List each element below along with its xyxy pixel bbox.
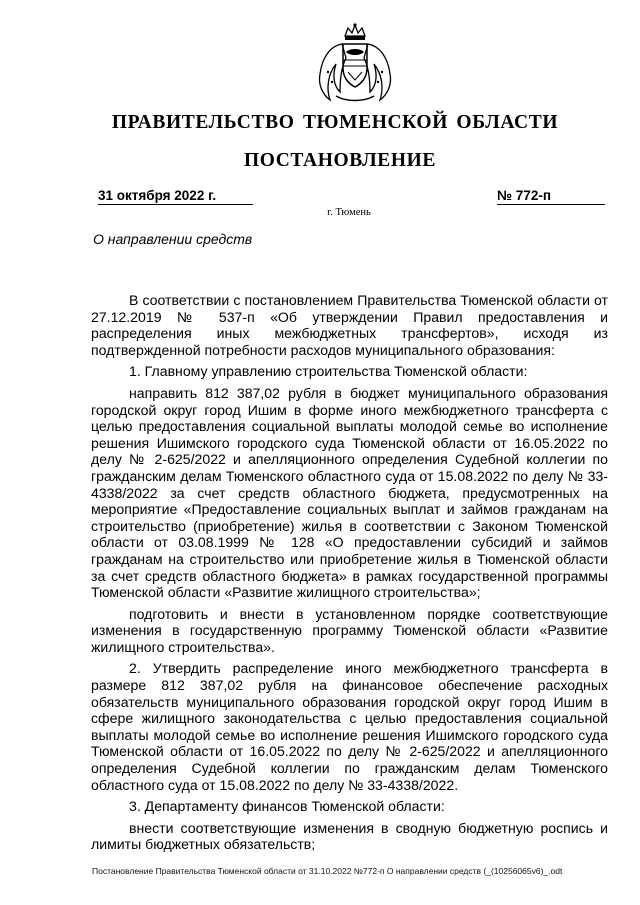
coat-of-arms-emblem xyxy=(312,22,398,106)
document-date: 31 октября 2022 г. xyxy=(98,188,253,205)
government-title: ПРАВИТЕЛЬСТВО ТЮМЕНСКОЙ ОБЛАСТИ xyxy=(111,112,559,133)
document-subject: О направлении средств xyxy=(93,231,253,247)
paragraph: В соответствии с постановлением Правительства Тюменской области от 27.12.2019 № 537-п «Об утверждении Правил предоставления и распределения иных межбюджетных трансфертов», исходя из подтвержденной потребности расходов муниципального образования: xyxy=(91,292,608,358)
document-footer: Постановление Правительства Тюменской области от 31.10.2022 №772-п О направлении средств (_(10256065v6)_.odt xyxy=(92,866,563,876)
document-body xyxy=(91,292,608,858)
document-type: ПОСТАНОВЛЕНИЕ xyxy=(243,150,437,171)
paragraph: внести соответствующие изменения в сводную бюджетную роспись и лимиты бюджетных обязательств; xyxy=(91,819,608,853)
paragraph: направить 812 387,02 рубля в бюджет муниципального образования городской округ город Ишим в форме иного межбюджетного трансферта с целью предоставления социальной выплаты молодой семье во исполнение решения Ишимского городского суда Тюменской области от 16.05.2022 по делу № 2-625/2022 и апелляционного определения Судебной коллегии по гражданским делам Тюменского областного суда от 15.08.2022 по делу № 33-4338/2022 за счет средств областного бюджета, предусмотренных на мероприятие «Предоставление социальных выплат и займов гражданам на строительство (приобретение) жилья в соответствии с Законом Тюменской области от 03.08.1999 № 128 «О предоставлении субсидий и займов гражданам на строительство или приобретение жилья в Тюменской области за счет средств областного бюджета» в рамках государственной программы Тюменской области «Развитие жилищного строительства»; xyxy=(91,384,608,601)
paragraph: 3. Департаменту финансов Тюменской области: xyxy=(129,798,445,815)
paragraph: 1. Главному управлению строительства Тюменской области: xyxy=(129,363,528,380)
paragraph: 2. Утвердить распределение иного межбюджетного трансферта в размере 812 387,02 рубля на финансовое обеспечение расходных обязательств муниципального образования городской округ город Ишим в сфере жилищного законодательства с целью предоставления социальной выплаты молодой семье во исполнение решения Ишимского городского суда Тюменской области от 16.05.2022 по делу № 2-625/2022 и апелляционного определения Судебной коллегии по гражданским делам Тюменского областного суда от 15.08.2022 по делу № 33-4338/2022. xyxy=(91,660,608,793)
document-number: № 772-п xyxy=(497,188,605,205)
paragraph: подготовить и внести в установленном порядке соответствующие изменения в государственную программу Тюменской области «Развитие жилищного строительства». xyxy=(91,605,608,655)
city-label: г. Тюмень xyxy=(327,207,371,218)
